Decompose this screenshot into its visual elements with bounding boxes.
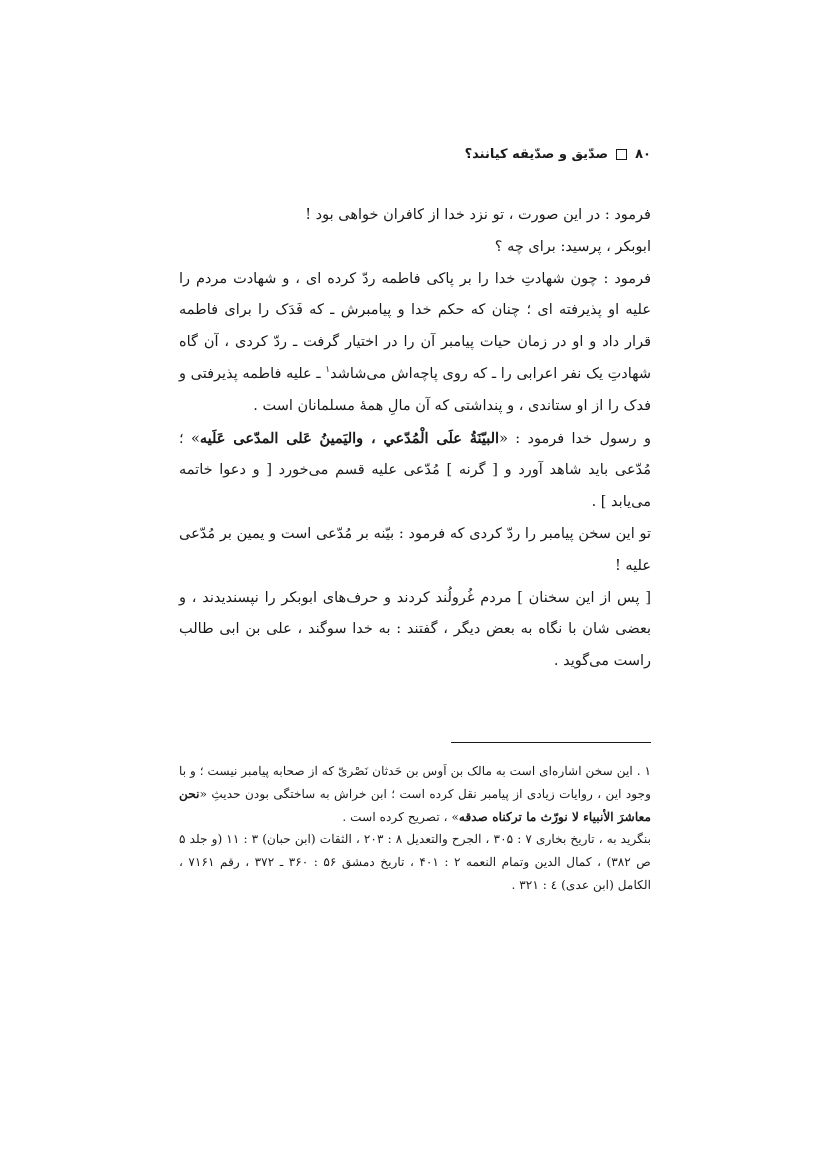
paragraph-4-end: » ؛ مُدّعی باید شاهد آورد و [ گرنه ] مُدّعی علیه قسم می‌خورد [ و دعوا خاتمه می‌یابد ] .: [179, 430, 651, 511]
footnote-1: [179, 760, 651, 828]
paragraph-5: تو این سخن پیامبر را ردّ کردی که فرمود : بیّنه بر مُدّعی است و یمین بر مُدّعی علیه !: [179, 525, 651, 574]
paragraph-2: ابوبکر ، پرسید: برای چه ؟: [494, 238, 651, 255]
paragraph-6: [ پس از این سخنان ] مردم غُرولُند کردند و حرف‌های ابوبکر را نپسندیدند ، و بعضی شان با نگاه به بعض دیگر ، گفتند : به خدا سوگند ، علی بن ابی طالب راست می‌گوید .: [179, 589, 651, 670]
chapter-title: صدّیق و صدّیقه کیانند؟: [464, 147, 609, 162]
footnote-divider: [451, 742, 651, 743]
page-number: ۸۰: [635, 147, 651, 162]
footnote-marker[interactable]: ۱: [325, 365, 331, 376]
paragraph-4: [179, 423, 651, 519]
square-bullet-icon: [616, 149, 627, 160]
running-header: [465, 147, 651, 162]
hadith-quote: البیّنَةُ علَی الْمُدّعي ، والیَمینُ عَلی المدّعی عَلَیه: [199, 429, 500, 447]
main-text: [179, 200, 651, 678]
footnote-references: بنگرید به ، تاریخ بخاری ۷ : ۳۰۵ ، الجرح والتعدیل ۸ : ۲۰۳ ، الثقات (ابن حبان) ۳ : ۱۱ (و جلد ۵ ص ۳۸۲) ، کمال الدین وتمام النعمه ۲ : ۴۰۱ ، تاریخ دمشق ۵۶ : ۳۶۰ ـ ۳۷۲ ، رقم ۷۱۶۱ ، الکامل (ابن عدی) ٤ : ۳۲۱ .: [179, 832, 652, 892]
paragraph-3: [179, 264, 651, 423]
footnotes: [179, 760, 651, 897]
paragraph-4-start: و رسول خدا فرمود : «: [499, 430, 652, 447]
paragraph-1: فرمود : در این صورت ، تو نزد خدا از کافران خواهی بود !: [305, 207, 651, 223]
footnote-1-start: ۱ . این سخن اشاره‌ای است به مالک بن اَوس بن حَدثان نَصْریّ که از صحابه پیامبر نیست ؛ و با وجود این ، روایات زیادی از پیامبر نقل کرده است ؛ ابن خراش به ساختگی بودن حدیثِ «: [179, 764, 651, 801]
footnote-1-hadith: نحن معاشرَ الأنبیاء لا نورّث ما ترکناه صدقه: [179, 786, 651, 824]
paragraph-3-end: ـ علیه فاطمه پذیرفتی و فدک را از او ستاندی ، و پنداشتی که آن مالِ همهٔ مسلمانان است .: [179, 365, 651, 414]
footnote-1-end: » ، تصریح کرده است .: [342, 809, 459, 824]
paragraph-3-text: فرمود : چون شهادتِ خدا را بر پاکی فاطمه ردّ کرده ای ، و شهادت مردم را علیه او پذیرفته ای ؛ چنان که حکم خدا و پیامبرش ـ که فَدَک را برای فاطمه قرار داد و او در زمان حیات پیامبر آن را در اختیار گرفت ـ ردّ کردی ، آن گاه شهادتِ یک نفر اعرابی را ـ که روی پاچه‌اش می‌شاشد: [179, 270, 651, 382]
